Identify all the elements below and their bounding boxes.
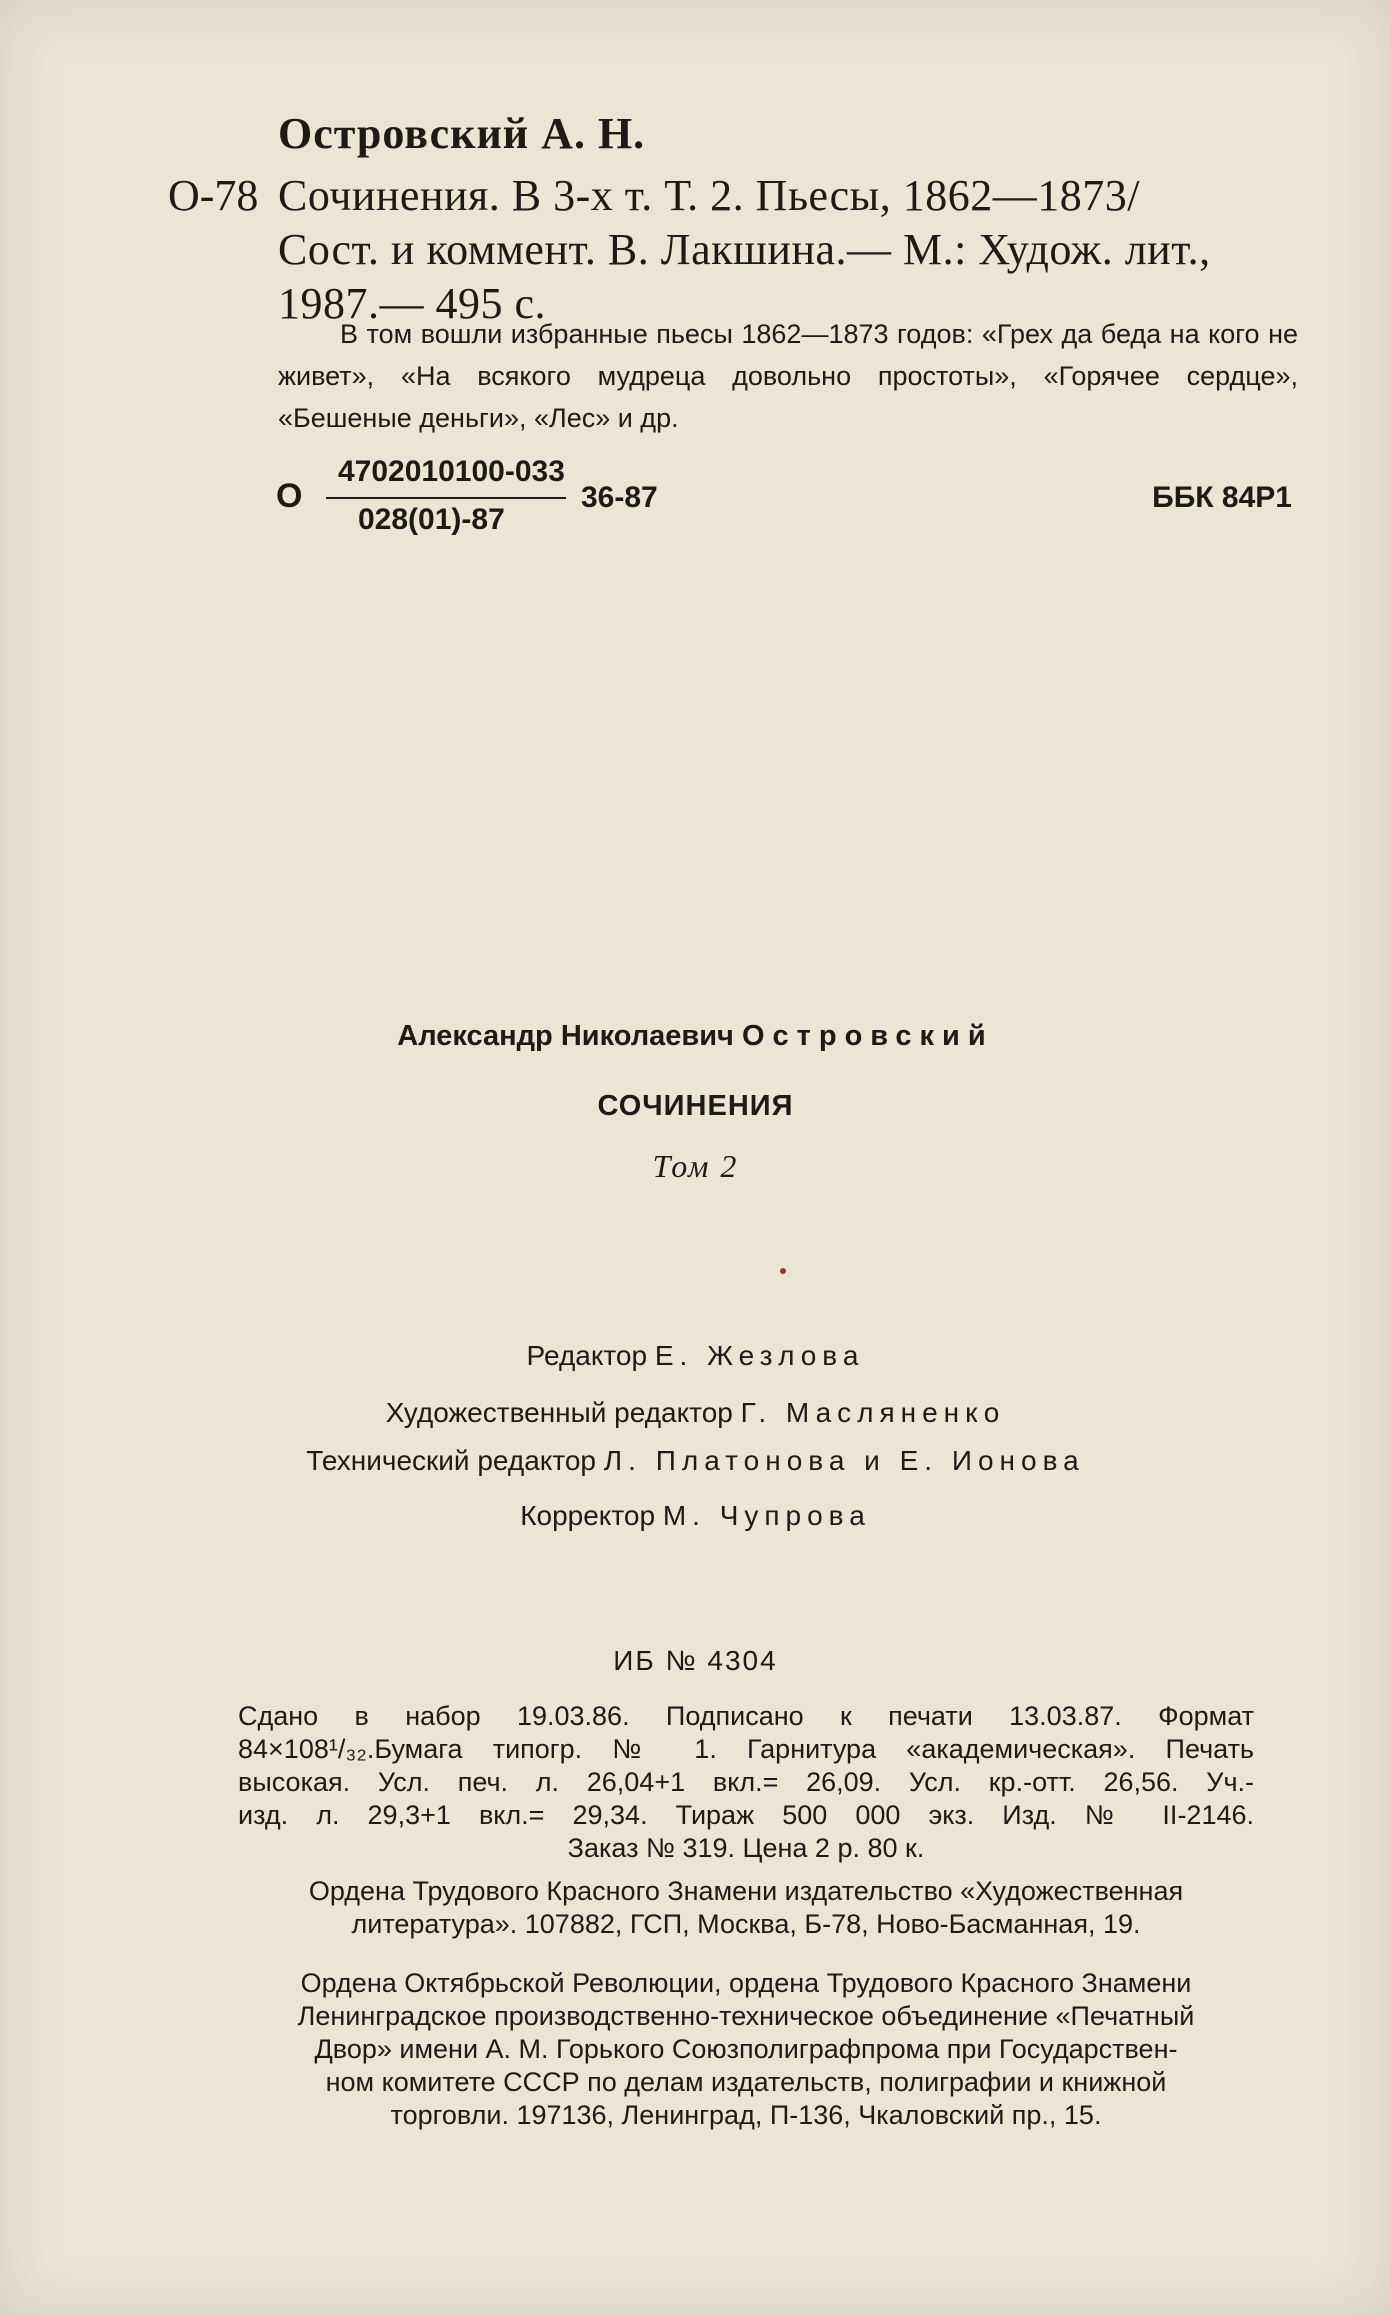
staff-name: М. Чупрова: [662, 1500, 871, 1531]
catalog-line: Сочинения. В 3-х т. Т. 2. Пьесы, 1862—1873/: [278, 171, 1140, 220]
imprint-block: [238, 1700, 1254, 1865]
publisher-line: литература». 107882, ГСП, Москва, Б-78, Ново-Басманная, 19.: [351, 1909, 1141, 1939]
classification-prefix: О: [276, 477, 303, 515]
staff-role: Редактор: [526, 1340, 648, 1371]
classification-denominator: 028(01)-87: [358, 503, 505, 536]
printer-line: торговли. 197136, Ленинград, П-136, Чкаловский пр., 15.: [390, 2100, 1102, 2130]
printer-line: Двор» имени А. М. Горького Союзполиграфпрома при Государствен-: [314, 2034, 1178, 2064]
classification-codes: [276, 455, 1296, 535]
staff-name: Л. Платонова и Е. Ионова: [603, 1445, 1085, 1476]
staff-line: [0, 1445, 1391, 1477]
catalog-author: Островский А. Н.: [278, 109, 646, 158]
printer-line: Ордена Октябрьской Революции, ордена Трудового Красного Знамени: [300, 1968, 1192, 1998]
bbk-code: ББК 84Р1: [1152, 481, 1292, 514]
publisher-line: Ордена Трудового Красного Знамени издательство «Художественная: [308, 1876, 1184, 1906]
order-line: Заказ № 319. Цена 2 р. 80 к.: [567, 1833, 925, 1863]
author-given-names: Александр Николаевич: [397, 1020, 734, 1052]
staff-line: [0, 1500, 1391, 1532]
staff-role: Технический редактор: [306, 1445, 597, 1476]
annotation-text: В том вошли избранные пьесы 1862—1873 годов: «Грех да беда на кого не живет», «На всякого мудреца довольно простоты», «Горячее сердце», «Бешеные деньги», «Лес» и др.: [278, 319, 1298, 433]
classification-suffix: 36-87: [581, 481, 658, 514]
imprint-line: высокая. Усл. печ. л. 26,04+1 вкл.= 26,09. Усл. кр.-отт. 26,56. Уч.-: [238, 1767, 1254, 1797]
staff-role: Корректор: [520, 1500, 656, 1531]
catalog-annotation: [278, 313, 1298, 439]
staff-line: [0, 1397, 1391, 1429]
staff-line: [0, 1340, 1391, 1372]
publisher-block: [238, 1875, 1254, 1941]
staff-name: Г. Масляненко: [740, 1397, 1006, 1428]
printer-line: ном комитете СССР по делам издательств, полиграфии и книжной: [325, 2067, 1167, 2097]
imprint-line: изд. л. 29,3+1 вкл.= 29,34. Тираж 500 000 экз. Изд. № II-2146.: [238, 1800, 1254, 1830]
catalog-code: О-78: [168, 171, 259, 220]
book-title: СОЧИНЕНИЯ: [597, 1090, 794, 1122]
author-full-name: [0, 1020, 1391, 1053]
imprint-line: 84×108¹/₃₂.Бумага типогр. № 1. Гарнитура «академическая». Печать: [238, 1734, 1254, 1764]
printer-block: [238, 1967, 1254, 2132]
imprint-line: Сдано в набор 19.03.86. Подписано к печати 13.03.87. Формат: [238, 1701, 1254, 1731]
fraction-rule: [326, 497, 566, 499]
catalog-line: Сост. и коммент. В. Лакшина.— М.: Худож. лит.,: [278, 225, 1211, 274]
staff-name: Е. Жезлова: [654, 1340, 865, 1371]
staff-role: Художественный редактор: [385, 1397, 733, 1428]
volume-label: Том 2: [652, 1148, 739, 1184]
author-surname: Островский: [741, 1020, 994, 1052]
printer-line: Ленинградское производственно-техническое объединение «Печатный: [297, 2001, 1195, 2031]
catalog-line: 1987.— 495 с.: [278, 279, 547, 328]
ib-number: ИБ № 4304: [613, 1645, 778, 1676]
classification-numerator: 4702010100-033: [338, 455, 565, 488]
ink-speck: [780, 1268, 786, 1274]
